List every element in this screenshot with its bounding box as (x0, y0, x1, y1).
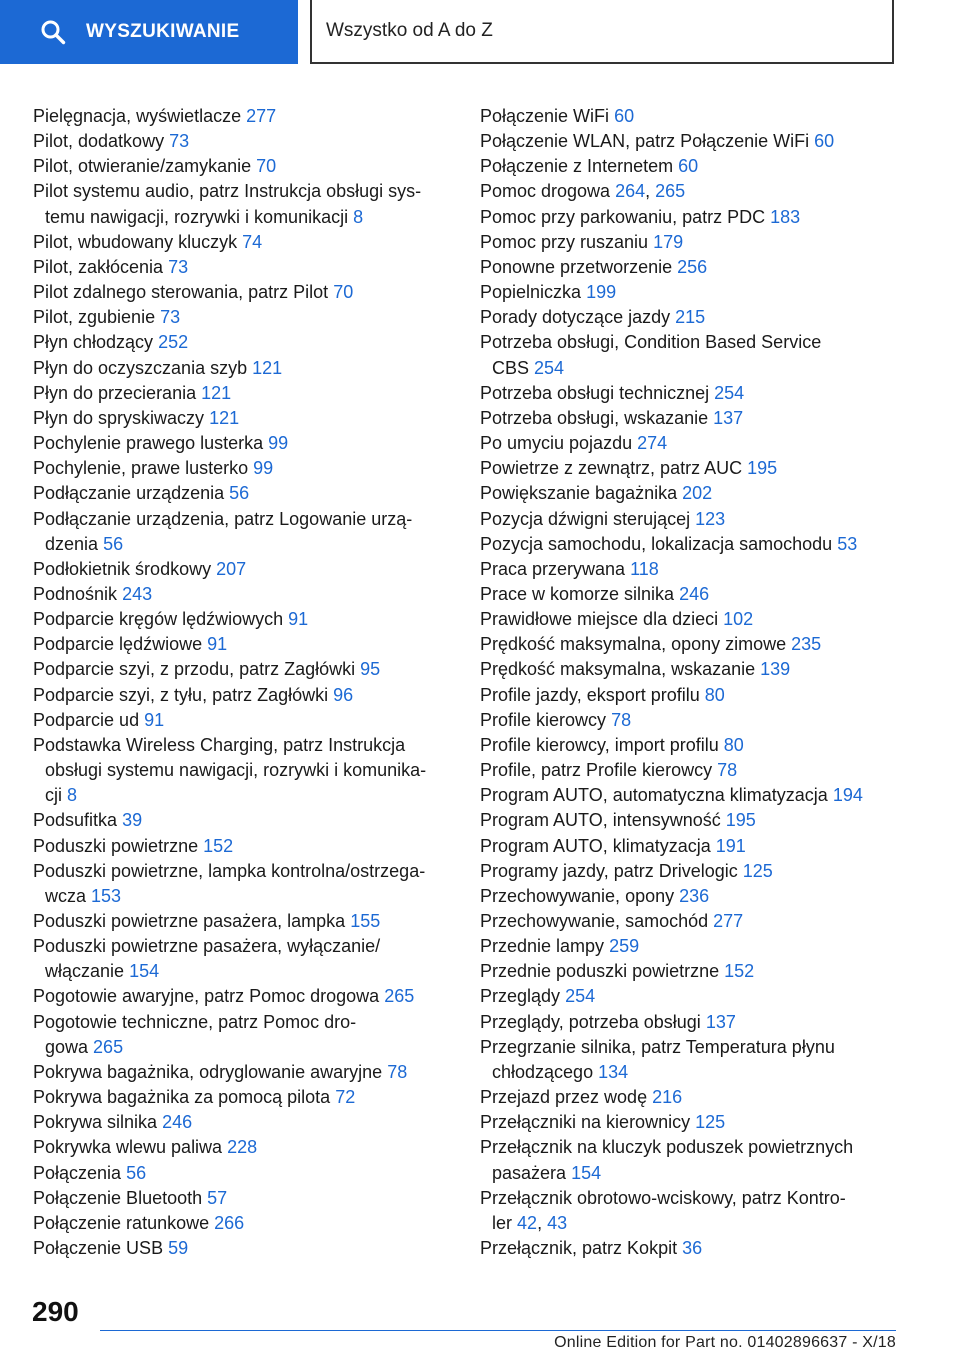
index-entry-text: Pilot systemu audio, patrz Instrukcja obsługi sys- (33, 181, 422, 202)
index-entry (480, 657, 900, 682)
page-link[interactable]: 74 (242, 231, 263, 252)
index-entry-text: Ponowne przetworzenie (480, 256, 673, 277)
index-entry-text: Przeglądy, potrzeba obsługi (480, 1011, 701, 1032)
index-entry (480, 733, 900, 758)
page-link[interactable]: 277 (246, 106, 277, 126)
page-link[interactable]: 96 (333, 684, 354, 705)
index-entry-text: Przejazd przez wodę (480, 1087, 648, 1108)
page-link[interactable]: 191 (715, 835, 746, 856)
index-entry (33, 406, 453, 431)
index-entry (480, 758, 900, 783)
index-entry-text: Pokrywa silnika (33, 1112, 158, 1133)
index-entry-text: Przegrzanie silnika, patrz Temperatura płynu (480, 1036, 835, 1057)
index-entry (33, 104, 453, 129)
page-link[interactable]: 137 (713, 407, 744, 428)
page-link[interactable]: 118 (630, 558, 659, 579)
index-entry (480, 884, 900, 909)
index-entry-text: Przechowywanie, samochód (480, 911, 709, 931)
index-entry-text: Podparcie szyi, z tyłu, patrz Zagłówki (33, 684, 329, 705)
index-entry (33, 657, 453, 682)
index-entry (480, 984, 900, 1009)
index-entry-text: Pozycja dźwigni sterującej (480, 508, 691, 529)
page-link[interactable]: 256 (677, 256, 708, 277)
index-entry (33, 1060, 453, 1085)
page-link[interactable]: 202 (682, 483, 713, 504)
index-entry-text: Przełącznik na kluczyk poduszek powietrznych (480, 1137, 854, 1158)
index-entry-text: Powietrze z zewnątrz, patrz AUC (480, 458, 743, 479)
page-link[interactable]: 73 (160, 307, 181, 328)
index-entry-text: Połączenie WLAN, patrz Połączenie WiFi (480, 131, 810, 152)
page-link[interactable]: 179 (653, 231, 684, 252)
index-entry-text: Płyn do przecierania (33, 382, 197, 403)
index-entry (480, 381, 900, 406)
index-entry-text: Podłokietnik środkowy (33, 558, 212, 579)
page-link[interactable]: 39 (122, 810, 143, 831)
index-entry-text: dzenia (45, 533, 99, 554)
page-link[interactable]: 265 (655, 181, 686, 202)
index-column-left (33, 104, 453, 1261)
page-link[interactable]: 78 (717, 760, 738, 781)
index-entry (33, 557, 453, 582)
index-entry-text: Pomoc przy ruszaniu (480, 231, 649, 252)
index-entry-text: Potrzeba obsługi technicznej (480, 382, 710, 403)
index-entry-text: gowa (45, 1036, 89, 1057)
page-link[interactable]: 121 (252, 357, 283, 378)
tab-all-a-to-z[interactable]: Wszystko od A do Z (310, 0, 894, 64)
page-link[interactable]: 254 (534, 357, 565, 378)
footer-divider (100, 1330, 896, 1331)
index-entry (480, 1085, 900, 1110)
index-entry-text: Prędkość maksymalna, wskazanie (480, 659, 756, 680)
index-column-right (480, 104, 900, 1261)
index-entry (480, 708, 900, 733)
page-link[interactable]: 183 (770, 206, 801, 227)
page-number: 290 (32, 1296, 79, 1327)
page-link[interactable]: 236 (679, 885, 710, 906)
index-entry (480, 1135, 900, 1185)
page-link[interactable]: 254 (714, 382, 745, 403)
page-link[interactable]: 195 (747, 458, 778, 479)
index-entry (33, 280, 453, 305)
index-entry-text: Prace w komorze silnika (480, 583, 675, 604)
index-entry-text: Pomoc przy parkowaniu, patrz PDC (480, 206, 766, 227)
page-link[interactable]: 152 (203, 835, 234, 856)
page-link[interactable]: 8 (353, 206, 364, 227)
page-link[interactable]: 91 (207, 634, 228, 655)
index-entry (33, 330, 453, 355)
page-link[interactable]: 95 (360, 659, 381, 680)
index-entry-text: chłodzącego (492, 1061, 594, 1082)
index-entry (33, 230, 453, 255)
page-link[interactable]: 60 (814, 131, 835, 152)
index-entry-text: temu nawigacji, rozrywki i komunikacji (45, 206, 349, 227)
index-entry-text: Podparcie lędźwiowe (33, 634, 203, 655)
index-entry (480, 532, 900, 557)
index-entry-text: Połączenia (33, 1162, 122, 1183)
index-entry-text: ler (492, 1212, 513, 1233)
index-entry-text: Program AUTO, klimatyzacja (480, 835, 711, 856)
index-entry (480, 607, 900, 632)
index-entry (33, 129, 453, 154)
index-entry-text: Pilot zdalnego sterowania, patrz Pilot (33, 282, 329, 303)
index-entry-text: Podparcie kręgów lędźwiowych (33, 609, 284, 630)
page-link[interactable]: 72 (335, 1087, 356, 1108)
page-link[interactable]: 154 (129, 961, 160, 982)
index-entry-text: Program AUTO, intensywność (480, 810, 721, 831)
index-entry (480, 1236, 900, 1261)
page-link[interactable]: 274 (637, 433, 668, 454)
index-entry-text: Pokrywa bagażnika za pomocą pilota (33, 1087, 331, 1108)
page-link[interactable]: 91 (288, 609, 309, 630)
page-link[interactable]: 254 (565, 986, 596, 1007)
index-entry-text: Połączenie WiFi (480, 106, 610, 126)
index-entry-text: Podnośnik (33, 583, 118, 604)
index-entry-text: Po umyciu pojazdu (480, 433, 633, 454)
index-entry-text: Profile kierowcy (480, 709, 607, 730)
index-entry-text: Podparcie ud (33, 709, 140, 730)
index-entry (480, 230, 900, 255)
index-entry (480, 255, 900, 280)
index-entry-text: Programy jazdy, patrz Drivelogic (480, 860, 738, 881)
index-entry (33, 632, 453, 657)
page-link[interactable]: 56 (126, 1162, 147, 1183)
page-link[interactable]: 125 (742, 860, 773, 881)
index-entry-text: Praca przerywana (480, 558, 626, 579)
index-entry-text: Przełącznik, patrz Kokpit (480, 1238, 678, 1259)
page-link[interactable]: 153 (91, 885, 122, 906)
page-link[interactable]: 99 (268, 433, 289, 454)
index-entry (33, 507, 453, 557)
index-entry (33, 1085, 453, 1110)
page-link[interactable]: 243 (122, 583, 153, 604)
index-entry (480, 808, 900, 833)
index-entry (33, 1236, 453, 1261)
page-link[interactable]: 121 (209, 407, 240, 428)
index-entry (33, 431, 453, 456)
page-link[interactable]: 246 (162, 1112, 193, 1133)
index-entry-text: pasażera (492, 1162, 567, 1183)
page-link[interactable]: 56 (229, 483, 250, 504)
index-entry (480, 129, 900, 154)
index-entry (480, 330, 900, 380)
page-link[interactable]: 53 (837, 533, 858, 554)
page-link[interactable]: 59 (168, 1238, 189, 1259)
index-entry-text: Przełącznik obrotowo-wciskowy, patrz Kontro- (480, 1187, 846, 1208)
index-entry-text: Płyn do spryskiwaczy (33, 407, 205, 428)
index-entry (480, 683, 900, 708)
index-entry-text: Podłączanie urządzenia (33, 483, 225, 504)
index-entry (33, 607, 453, 632)
index-entry-text: Pogotowie awaryjne, patrz Pomoc drogowa (33, 986, 380, 1007)
index-entry-text: Program AUTO, automatyczna klimatyzacja (480, 785, 828, 806)
index-entry (33, 1010, 453, 1060)
page-link[interactable]: 265 (93, 1036, 124, 1057)
index-entry-text: Pilot, dodatkowy (33, 131, 165, 152)
index-entry-text: Połączenie Bluetooth (33, 1187, 203, 1208)
page-link[interactable]: 154 (571, 1162, 602, 1183)
page-link[interactable]: 73 (168, 256, 189, 277)
index-entry-text: cji (45, 785, 62, 806)
index-entry-text: Podłączanie urządzenia, patrz Logowanie urzą- (33, 508, 413, 529)
index-entry-text: Prawidłowe miejsce dla dzieci (480, 609, 719, 630)
index-entry-text: Pozycja samochodu, lokalizacja samochodu (480, 533, 833, 554)
index-entry (33, 708, 453, 733)
index-entry (480, 1035, 900, 1085)
page-link[interactable]: 264 (615, 181, 646, 202)
index-entry-text: Pilot, wbudowany kluczyk (33, 231, 238, 252)
index-entry (33, 582, 453, 607)
page-link[interactable]: 123 (695, 508, 726, 529)
index-entry-text: Pilot, zgubienie (33, 307, 156, 328)
page-link[interactable]: 228 (227, 1137, 258, 1158)
page-link[interactable]: 259 (609, 936, 640, 957)
index-entry (33, 305, 453, 330)
index-entry (480, 205, 900, 230)
index-entry: Pomoc drogowa 264, 265 (480, 181, 686, 202)
index-entry (33, 1135, 453, 1160)
index-entry (33, 356, 453, 381)
index-entry-text: Pomoc drogowa (480, 181, 611, 202)
page-link[interactable]: 99 (253, 458, 274, 479)
search-label: WYSZUKIWANIE (86, 21, 240, 42)
index-entry-text: Połączenie z Internetem (480, 156, 674, 177)
index-entry (480, 834, 900, 859)
index-entry (33, 1110, 453, 1135)
index-entry (480, 557, 900, 582)
page-link[interactable]: 70 (333, 282, 354, 303)
index-entry (480, 305, 900, 330)
index-entry-text: Popielniczka (480, 282, 582, 303)
index-entry (480, 431, 900, 456)
page-link[interactable]: 78 (611, 709, 632, 730)
page-link[interactable]: 216 (652, 1087, 683, 1108)
search-button[interactable] (0, 0, 298, 64)
page-link[interactable]: 235 (791, 634, 822, 655)
page-link[interactable]: 57 (207, 1187, 228, 1208)
page-link[interactable]: 266 (214, 1212, 245, 1233)
index-entry (480, 632, 900, 657)
index-entry (480, 481, 900, 506)
page-link[interactable]: 56 (103, 533, 124, 554)
page-link[interactable]: 80 (723, 734, 744, 755)
page-link[interactable]: 60 (614, 106, 635, 126)
index-entry (480, 859, 900, 884)
index-entry-text: Porady dotyczące jazdy (480, 307, 671, 328)
index-entry-text: Poduszki powietrzne pasażera, wyłączanie/ (33, 936, 381, 957)
page-link[interactable]: 265 (384, 986, 415, 1007)
index-entry (33, 456, 453, 481)
index-entry-text: Przednie poduszki powietrzne (480, 961, 720, 982)
page-link[interactable]: 70 (256, 156, 277, 177)
index-entry (33, 683, 453, 708)
index-entry-text: Poduszki powietrzne pasażera, lampka (33, 911, 346, 931)
index-entry (33, 1161, 453, 1186)
index-entry-text: Pokrywka wlewu paliwa (33, 1137, 223, 1158)
index-entry-text: Połączenie USB (33, 1238, 164, 1259)
index-entry-text: Profile jazdy, eksport profilu (480, 684, 700, 705)
index-entry (33, 984, 453, 1009)
page-link[interactable]: 8 (67, 785, 78, 806)
page-link[interactable]: 36 (682, 1238, 703, 1259)
index-entry-text: Pokrywa bagażnika, odryglowanie awaryjne (33, 1061, 383, 1082)
page-link[interactable]: 139 (760, 659, 791, 680)
page-link[interactable]: 277 (713, 911, 744, 931)
page-link[interactable]: 155 (350, 911, 381, 931)
page-link[interactable]: 252 (158, 332, 189, 353)
index-entry-text: Pilot, otwieranie/zamykanie (33, 156, 252, 177)
index-entry-text: Pilot, zakłócenia (33, 256, 164, 277)
index-entry (33, 154, 453, 179)
page-link[interactable]: 80 (704, 684, 725, 705)
index-entry (33, 481, 453, 506)
index-entry-text: Podparcie szyi, z przodu, patrz Zagłówki (33, 659, 356, 680)
index-entry-text: Pogotowie techniczne, patrz Pomoc dro- (33, 1011, 357, 1032)
index-entry-text: Poduszki powietrzne (33, 835, 199, 856)
index-entry (480, 507, 900, 532)
index-entry (33, 934, 453, 984)
index-entry-text: Płyn chłodzący (33, 332, 154, 353)
index-entry (480, 934, 900, 959)
page-link[interactable]: 134 (598, 1061, 629, 1082)
index-entry-text: Przednie lampy (480, 936, 605, 957)
index-entry-text: Poduszki powietrzne, lampka kontrolna/ostrzega- (33, 860, 426, 881)
index-entry (33, 255, 453, 280)
index-entry-text: obsługi systemu nawigacji, rozrywki i komunika- (45, 760, 427, 781)
index-entry (33, 381, 453, 406)
index-entry-text: włączanie (45, 961, 125, 982)
index-entry-text: Prędkość maksymalna, opony zimowe (480, 634, 787, 655)
index-entry-text: CBS (492, 357, 530, 378)
index-entry-text: Pochylenie prawego lusterka (33, 433, 264, 454)
index-entry (480, 154, 900, 179)
index-entry (480, 1010, 900, 1035)
page-link[interactable]: 73 (169, 131, 190, 152)
index-entry-text: Pochylenie, prawe lusterko (33, 458, 249, 479)
index-entry-text: Podstawka Wireless Charging, patrz Instrukcja (33, 734, 406, 755)
footer-edition-text: Online Edition for Part no. 01402896637 - X/18 (554, 1334, 896, 1351)
index-entry (33, 808, 453, 833)
index-entry (33, 1211, 453, 1236)
index-entry-text: Powiększanie bagażnika (480, 483, 678, 504)
page-link[interactable]: 137 (705, 1011, 736, 1032)
index-entry (480, 909, 900, 934)
index-entry (33, 733, 453, 808)
header-bar (0, 0, 960, 66)
index-entry (480, 1110, 900, 1135)
page-link[interactable]: 194 (832, 785, 863, 806)
page-link[interactable]: 195 (725, 810, 756, 831)
search-icon (40, 19, 66, 45)
index-entry-text: Potrzeba obsługi, wskazanie (480, 407, 709, 428)
page-link[interactable]: 125 (695, 1112, 726, 1133)
index-entry: Przełącznik obrotowo-wciskowy, patrz Kontro- ler 42, 43 (480, 1187, 846, 1233)
page-link[interactable]: 42 (517, 1212, 538, 1233)
index-entry-text: Przechowywanie, opony (480, 885, 675, 906)
page-link[interactable]: 43 (547, 1212, 568, 1233)
index-entry-text: Pielęgnacja, wyświetlacze (33, 106, 242, 126)
index-entry (480, 783, 900, 808)
index-entry (480, 280, 900, 305)
page-link[interactable]: 78 (387, 1061, 408, 1082)
index-entry-text: Potrzeba obsługi, Condition Based Service (480, 332, 822, 353)
index-entry (480, 959, 900, 984)
index-entry (33, 179, 453, 229)
index-entry (33, 834, 453, 859)
page-link[interactable]: 121 (201, 382, 232, 403)
index-entry (480, 456, 900, 481)
index-entry (480, 406, 900, 431)
page-link[interactable]: 199 (586, 282, 617, 303)
index-entry (33, 909, 453, 934)
index-entry-text: wcza (45, 885, 87, 906)
page-link[interactable]: 246 (679, 583, 710, 604)
index-entry-text: Profile kierowcy, import profilu (480, 734, 719, 755)
index-entry (480, 582, 900, 607)
index-entry (480, 104, 900, 129)
index-entry-text: Płyn do oczyszczania szyb (33, 357, 248, 378)
page-link[interactable]: 60 (678, 156, 699, 177)
index-entry-text: Przeglądy (480, 986, 561, 1007)
index-entry (33, 1186, 453, 1211)
index-entry-text: Połączenie ratunkowe (33, 1212, 210, 1233)
page-link[interactable]: 152 (724, 961, 755, 982)
index-entry (33, 859, 453, 909)
index-entry-text: Podsufitka (33, 810, 118, 831)
index-entry-text: Przełączniki na kierownicy (480, 1112, 691, 1133)
index-entry-text: Profile, patrz Profile kierowcy (480, 760, 713, 781)
page-link[interactable]: 102 (723, 609, 754, 630)
page-link[interactable]: 207 (216, 558, 247, 579)
page-link[interactable]: 91 (144, 709, 165, 730)
page-link[interactable]: 215 (675, 307, 706, 328)
